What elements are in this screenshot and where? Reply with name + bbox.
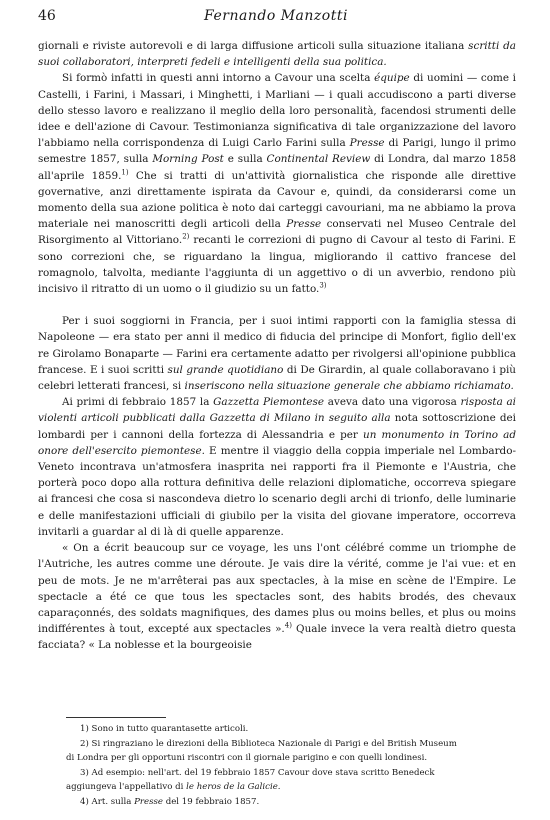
italic-run: Gazzetta Piemontese — [213, 396, 325, 409]
footnote-ref: 2) — [182, 232, 190, 241]
text-run: di Londra, dal marzo 1858 all'aprile 1859. — [38, 153, 517, 182]
text-run: « On a écrit beaucoup sur ce voyage, les uns l'ont célébré comme un triomphe de l'Autriche, les autres comme une déroute. Je vais dire la vérité, comme je l'ai vue: et en peu de mots. Je ne m'arrêterai pas aux spectacles, à la mise en scène de l'Empire. Le spectacle a été ce que tous les spectacles sont, des habits brodés, des chevaux caparaçonnés, des soldats magnifiques, des dames plus ou moins belles, et plus ou moins indifférentes à tout, excepté aux spectacles ». — [38, 542, 516, 636]
running-title: Fernando Manzotti — [204, 8, 348, 24]
footnote — [66, 795, 506, 810]
italic-run: Presse — [349, 137, 385, 150]
text-run: di De Girardin, al quale collaboravano i più celebri letterati francesi, si — [38, 363, 516, 393]
text-run: 4) Art. sulla — [80, 796, 135, 807]
paragraph — [38, 540, 516, 653]
body-text — [38, 38, 516, 654]
italic-run: le heros de la Galicie. — [186, 782, 281, 793]
text-run: di uomini — come i Castelli, i Farini, i Massari, i Minghetti, i Marliani — i quali accudiscono a parti diverse dello stesso lavoro e realizzano il meglio della loro personalità, facendosi strumenti delle idee e dell'azione di Cavour. Testimonianza significativa di tale organizzazione del lavoro l'abbiamo nella corrispondenza di Luigi Carlo Farini sulla — [38, 72, 517, 150]
footnote-ref: 1) — [121, 168, 129, 177]
text-run: aveva dato una vigorosa — [324, 396, 461, 409]
italic-run: Morning Post — [152, 153, 224, 166]
text-run: Ai primi di febbraio 1857 la — [62, 396, 214, 409]
text-run: del 19 febbraio 1857. — [162, 796, 260, 807]
footnote: 2) Si ringraziano le direzioni della Biblioteca Nazionale di Parigi e del British Museum — [80, 738, 457, 749]
text-run: Che si tratti di un'attività giornalistica che risponde alle direttive governative, anzi direttamente ispirata da Cavour e, quindi, da considerarsi come un momento della sua azione politica è noto dai carteggi cavouriani, ma ne abbiamo la prova materiale nei manoscritti degli articoli della — [38, 169, 517, 231]
text-run: giornali e riviste autorevoli e di larga diffusione articoli sulla situazione italiana — [38, 40, 465, 52]
footnote: 1) Sono in tutto quarantasette articoli. — [80, 724, 249, 734]
page-header — [38, 6, 514, 28]
text-run: recanti le correzioni di pugno di Cavour al testo di Farini. E sono correzioni che, se riguardano la lingua, migliorando il cattivo francese del romagnolo, talvolta, mediante l'aggiunta di un aggettivo o di un avverbio, rendono più incisivo il ritratto di un uomo o il giudizio su un fatto. — [38, 234, 517, 296]
footnote-continuation: di Londra per gli opportuni riscontri con il giornale parigino e con quelli londinesi. — [66, 753, 428, 764]
paragraph — [38, 70, 516, 297]
text-run: Quale invece la vera realtà dietro questa facciata? « La noblesse et la bourgeoisie — [38, 623, 516, 652]
footnote-divider — [66, 717, 166, 718]
paragraph — [38, 394, 516, 540]
paragraph — [38, 313, 516, 394]
text-run: . E mentre il viaggio della coppia imperiale nel Lombardo-Veneto incontrava un'atmosfera inasprita nei rapporti fra il Piemonte e l'Austria, che porterà poco dopo alla rottura definitiva delle relazioni diplomatiche, occorreva spiegare ai francesi che cosa si nascondeva dietro lo scenario degli archi di trionfo, delle luminarie e delle manifestazioni ufficiali di giubilo per la visita del giovane imperatore, occorreva invitarli a guardar al di là di quelle apparenze. — [38, 444, 516, 538]
text-run: Per i suoi soggiorni in Francia, per i suoi intimi rapporti con la famiglia stessa di Napoleone — era stato per anni il medico di fiducia del principe di Monfort, figlio dell'ex re Girolamo Bonaparte — Farini era certamente adatto per rivolgersi all'opinione pubblica francese. E i suoi scritti — [38, 315, 516, 376]
text-run: di Parigi, lungo il primo semestre 1857, sulla — [38, 137, 516, 166]
italic-run: Presse — [134, 796, 163, 807]
footnote-ref: 3) — [319, 281, 327, 290]
italic-run: équipe — [374, 72, 410, 85]
footnote-continuation — [66, 780, 506, 795]
paragraph-continued — [38, 38, 516, 70]
italic-run: inseriscono nella situazione generale che abbiamo richiamato. — [184, 380, 514, 393]
page-number: 46 — [38, 8, 56, 24]
text-run: nota sottoscrizione dei lombardi per i cannoni della fortezza di Alessandria e per — [38, 412, 516, 441]
footnote-ref: 4) — [284, 621, 292, 630]
italic-run: un monumento in Torino ad onore dell'esercito piemontese — [38, 428, 516, 457]
text-run: e sulla — [223, 153, 267, 166]
footnotes — [66, 722, 506, 810]
text-run: conservati nel Museo Centrale del Risorgimento al Vittoriano. — [38, 218, 516, 247]
italic-run: Presse — [286, 218, 322, 231]
italic-run: scritti da suoi collaboratori, interpreti fedeli e intelligenti della sua politica. — [38, 40, 516, 69]
text-run: aggiungeva l'appellativo di — [66, 782, 187, 793]
text-run: Si formò infatti in questi anni intorno a Cavour una scelta — [62, 72, 375, 85]
footnote: 3) Ad esempio: nell'art. del 19 febbraio 1857 Cavour dove stava scritto Benedeck — [80, 767, 435, 778]
italic-run: risposta ai violenti articoli pubblicati dalla Gazzetta di Milano in seguito alla — [38, 396, 516, 425]
italic-run: sul grande quotidiano — [167, 363, 284, 376]
paragraph-gap — [38, 297, 516, 313]
italic-run: Continental Review — [266, 153, 371, 166]
